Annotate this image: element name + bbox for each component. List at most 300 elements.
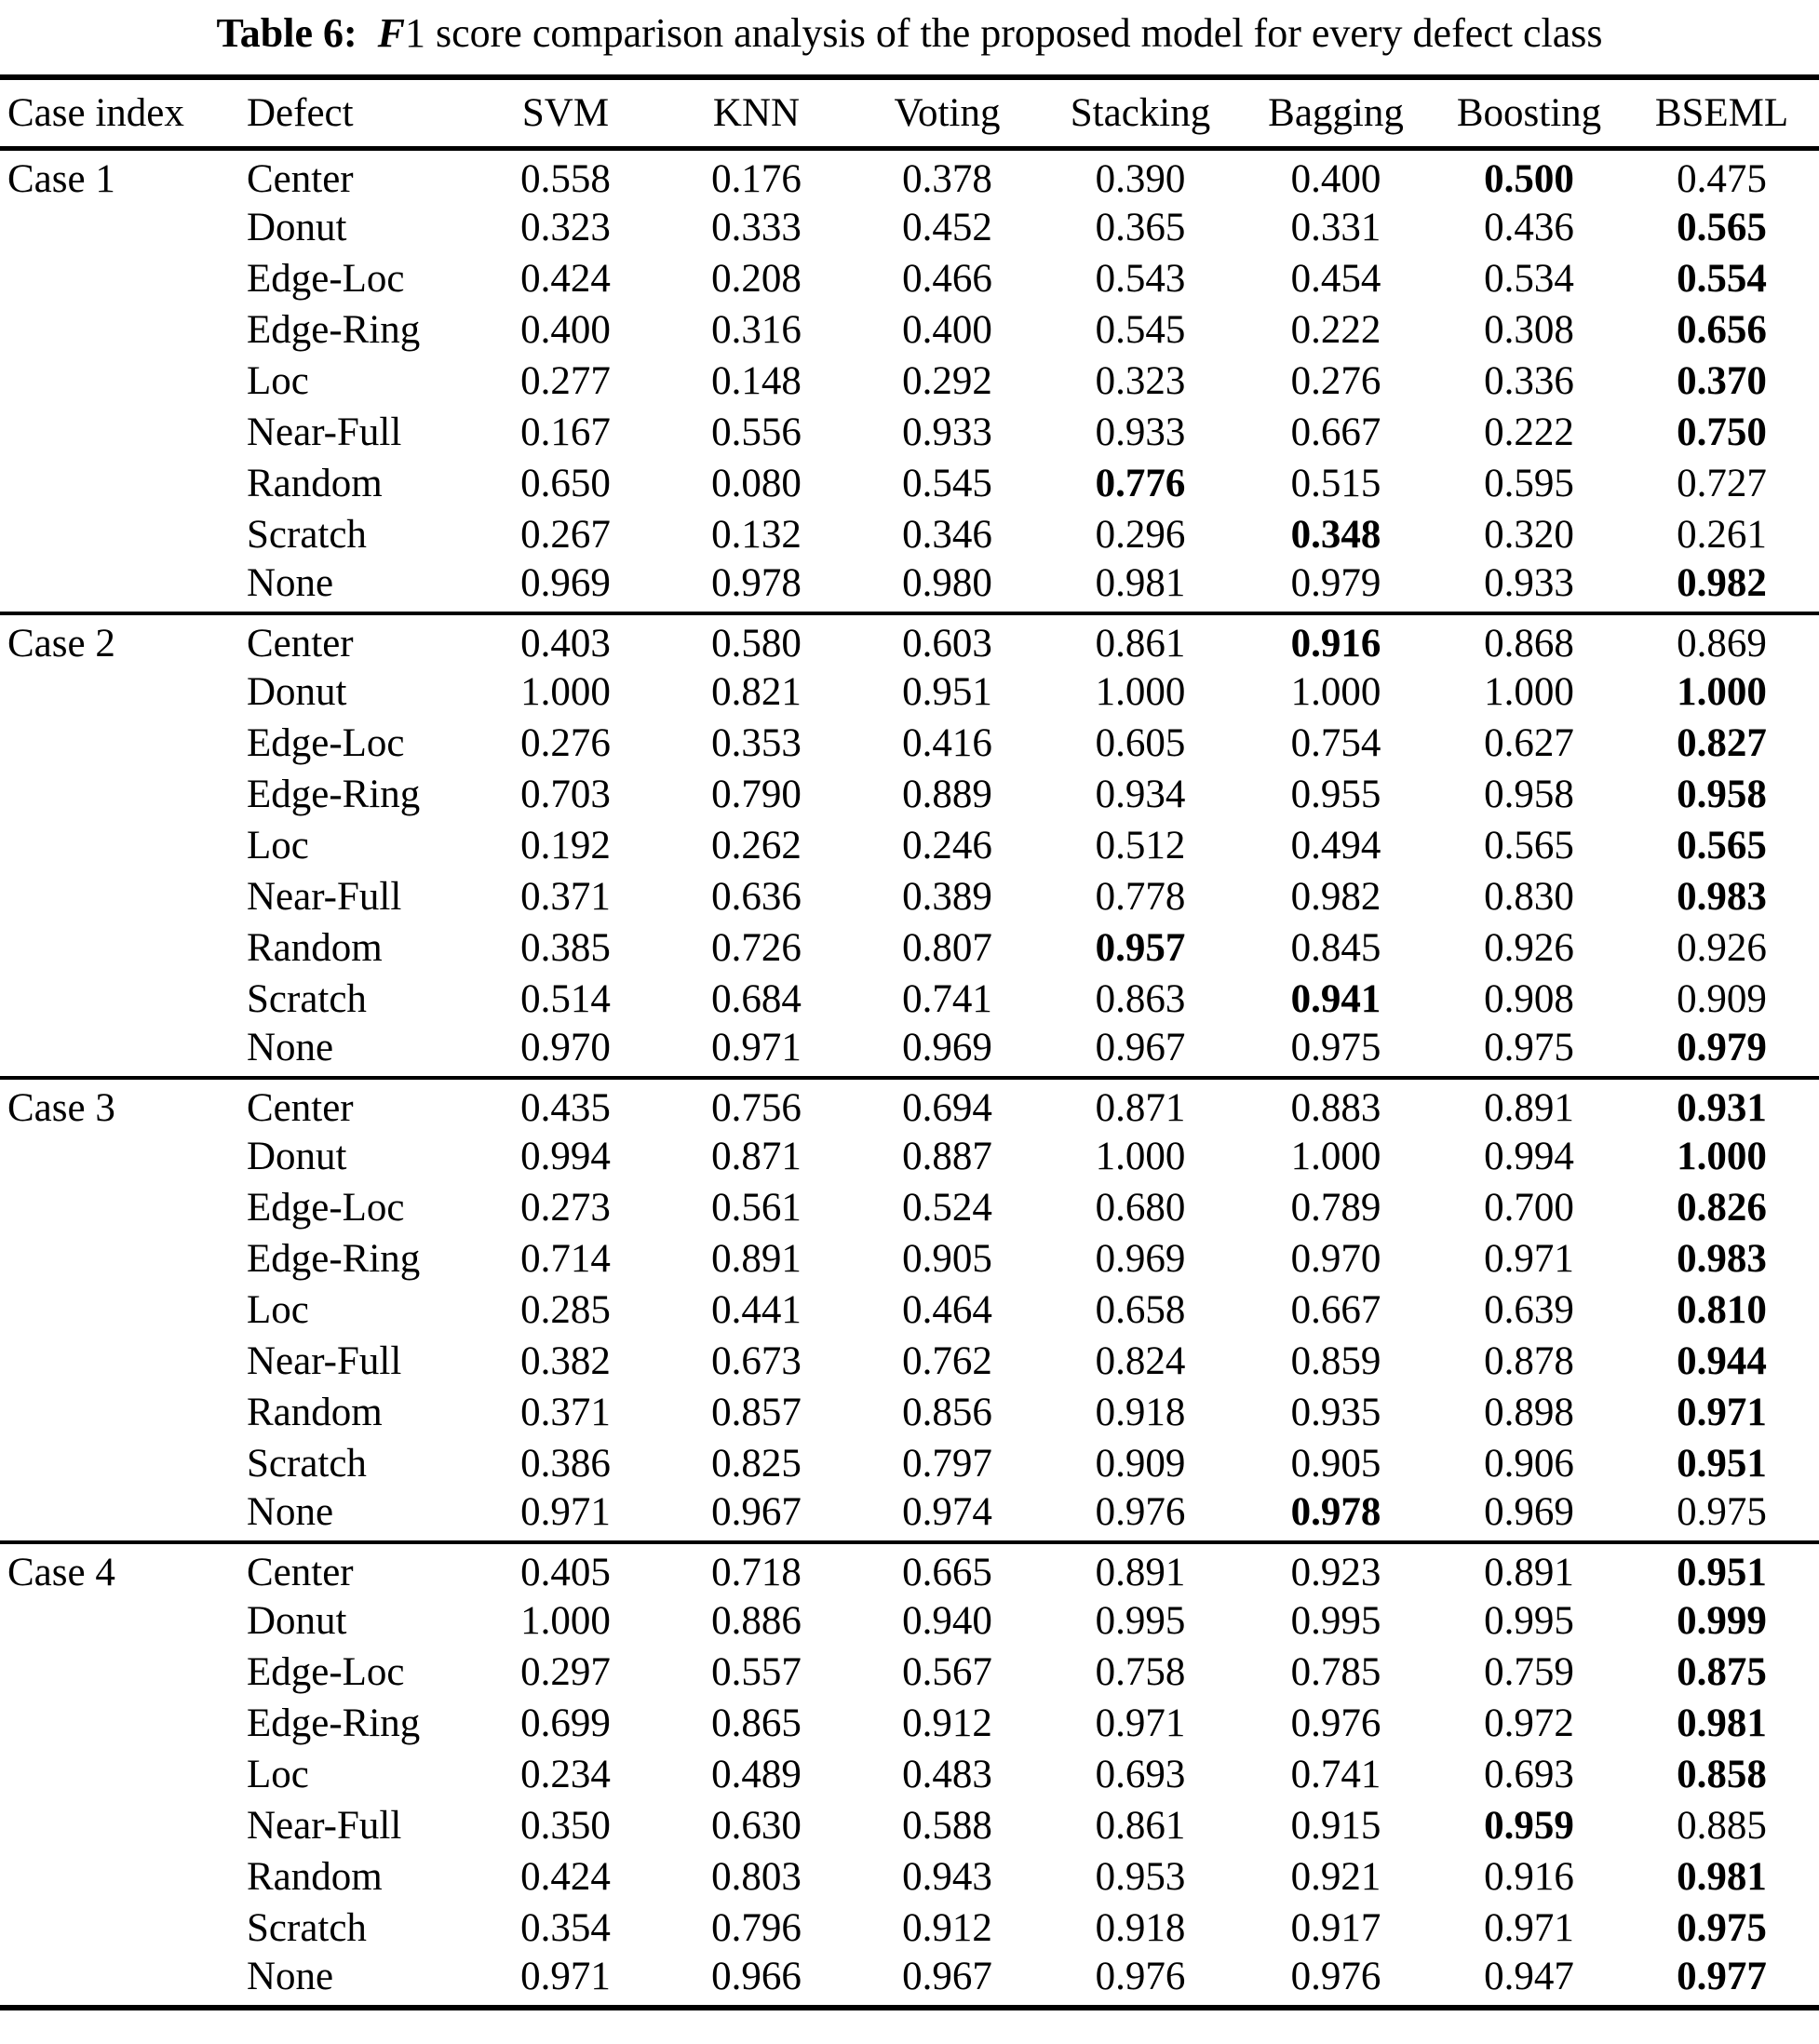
score-cell-best: 0.554 bbox=[1677, 256, 1767, 301]
score-cell-best: 0.982 bbox=[1677, 560, 1767, 605]
f1-metric-letter: F bbox=[377, 10, 405, 56]
score-cell: 0.969 bbox=[1484, 1489, 1574, 1534]
score-cell: 0.758 bbox=[1095, 1649, 1186, 1694]
score-cell: 0.975 bbox=[1677, 1489, 1767, 1534]
score-cell: 0.861 bbox=[1095, 1803, 1186, 1848]
score-cell: 0.323 bbox=[1095, 358, 1186, 403]
score-cell: 0.580 bbox=[711, 621, 802, 666]
score-cell: 0.995 bbox=[1095, 1598, 1186, 1643]
table-row bbox=[0, 1595, 1819, 1647]
score-cell: 0.639 bbox=[1484, 1287, 1574, 1332]
column-header-bagging: Bagging bbox=[1238, 77, 1434, 148]
defect-cell: Edge-Loc bbox=[247, 1649, 405, 1694]
score-cell: 0.603 bbox=[902, 621, 992, 666]
score-cell: 0.192 bbox=[520, 823, 611, 867]
case-index-cell bbox=[0, 1698, 247, 1749]
score-cell: 0.979 bbox=[1290, 560, 1381, 605]
score-cell-best: 0.931 bbox=[1677, 1085, 1767, 1130]
score-cell-best: 1.000 bbox=[1677, 1134, 1767, 1178]
column-header-knn: KNN bbox=[661, 77, 852, 148]
score-cell: 0.915 bbox=[1290, 1803, 1381, 1848]
table-row bbox=[0, 356, 1819, 407]
score-cell-best: 0.916 bbox=[1290, 621, 1381, 666]
score-cell: 0.400 bbox=[1290, 156, 1381, 201]
score-cell: 0.878 bbox=[1484, 1338, 1574, 1383]
score-cell: 0.908 bbox=[1484, 976, 1574, 1021]
score-cell-best: 0.348 bbox=[1290, 512, 1381, 557]
table-row bbox=[0, 1387, 1819, 1438]
score-cell: 0.694 bbox=[902, 1085, 992, 1130]
score-cell: 0.883 bbox=[1290, 1085, 1381, 1130]
score-cell: 0.346 bbox=[902, 512, 992, 557]
score-cell: 0.994 bbox=[520, 1134, 611, 1178]
score-cell: 0.762 bbox=[902, 1338, 992, 1383]
case-index-cell bbox=[0, 458, 247, 509]
defect-cell: Near-Full bbox=[247, 1338, 402, 1383]
defect-cell: Edge-Loc bbox=[247, 256, 405, 301]
defect-cell: Loc bbox=[247, 823, 309, 867]
table-row bbox=[0, 148, 1819, 202]
table-row bbox=[0, 1182, 1819, 1233]
score-cell-best: 0.957 bbox=[1095, 925, 1186, 970]
score-cell: 0.405 bbox=[520, 1550, 611, 1594]
score-cell: 0.234 bbox=[520, 1752, 611, 1796]
score-cell: 1.000 bbox=[520, 1598, 611, 1643]
score-cell-best: 0.810 bbox=[1677, 1287, 1767, 1332]
case-index-cell bbox=[0, 974, 247, 1025]
score-cell: 0.320 bbox=[1484, 512, 1574, 557]
score-cell: 0.176 bbox=[711, 156, 802, 201]
score-cell: 0.981 bbox=[1095, 560, 1186, 605]
score-cell: 0.970 bbox=[520, 1025, 611, 1069]
case-index-cell bbox=[0, 769, 247, 820]
score-cell: 0.703 bbox=[520, 772, 611, 816]
score-cell: 0.871 bbox=[711, 1134, 802, 1178]
score-cell: 0.424 bbox=[520, 1854, 611, 1899]
score-cell: 0.545 bbox=[902, 461, 992, 505]
score-cell: 0.969 bbox=[520, 560, 611, 605]
score-cell: 0.336 bbox=[1484, 358, 1574, 403]
score-cell: 0.947 bbox=[1484, 1954, 1574, 1998]
score-cell: 0.857 bbox=[711, 1390, 802, 1434]
case-index-cell: Case 3 bbox=[7, 1085, 115, 1130]
score-cell: 0.916 bbox=[1484, 1854, 1574, 1899]
case-index-cell bbox=[0, 871, 247, 922]
score-cell: 0.889 bbox=[902, 772, 992, 816]
score-cell: 0.886 bbox=[711, 1598, 802, 1643]
score-cell: 0.658 bbox=[1095, 1287, 1186, 1332]
score-cell: 0.891 bbox=[1484, 1550, 1574, 1594]
case-block-case-2 bbox=[0, 613, 1819, 1078]
score-cell: 0.982 bbox=[1290, 874, 1381, 919]
score-cell: 0.995 bbox=[1290, 1598, 1381, 1643]
score-cell: 0.933 bbox=[1095, 410, 1186, 454]
case-index-cell bbox=[0, 202, 247, 253]
case-index-cell bbox=[0, 666, 247, 718]
score-cell: 0.951 bbox=[902, 669, 992, 714]
score-cell-best: 0.971 bbox=[1677, 1390, 1767, 1434]
score-cell: 0.741 bbox=[1290, 1752, 1381, 1796]
defect-cell: None bbox=[247, 1954, 334, 1998]
score-cell: 0.489 bbox=[711, 1752, 802, 1796]
score-cell: 0.650 bbox=[520, 461, 611, 505]
table-row bbox=[0, 1078, 1819, 1131]
case-index-cell bbox=[0, 1647, 247, 1698]
score-cell: 0.923 bbox=[1290, 1550, 1381, 1594]
score-cell: 0.906 bbox=[1484, 1441, 1574, 1486]
score-cell: 0.943 bbox=[902, 1854, 992, 1899]
score-cell-best: 0.565 bbox=[1677, 205, 1767, 249]
score-cell: 0.718 bbox=[711, 1550, 802, 1594]
score-cell: 0.978 bbox=[711, 560, 802, 605]
score-cell-best: 0.951 bbox=[1677, 1550, 1767, 1594]
defect-cell: Center bbox=[247, 156, 354, 201]
score-cell: 0.905 bbox=[1290, 1441, 1381, 1486]
case-index-cell bbox=[0, 1749, 247, 1800]
score-cell: 0.636 bbox=[711, 874, 802, 919]
score-cell: 0.454 bbox=[1290, 256, 1381, 301]
score-cell: 0.726 bbox=[711, 925, 802, 970]
score-cell: 0.790 bbox=[711, 772, 802, 816]
score-cell-best: 1.000 bbox=[1677, 669, 1767, 714]
score-cell: 0.971 bbox=[1484, 1236, 1574, 1281]
score-cell: 0.969 bbox=[902, 1025, 992, 1069]
score-cell: 0.595 bbox=[1484, 461, 1574, 505]
defect-cell: None bbox=[247, 1025, 334, 1069]
defect-cell: Scratch bbox=[247, 512, 367, 557]
table-caption-text: score comparison analysis of the proposed model for every defect class bbox=[424, 10, 1603, 56]
score-cell: 0.354 bbox=[520, 1905, 611, 1950]
defect-cell: Edge-Loc bbox=[247, 720, 405, 765]
score-cell: 0.975 bbox=[1484, 1025, 1574, 1069]
score-cell: 0.975 bbox=[1290, 1025, 1381, 1069]
defect-cell: Edge-Ring bbox=[247, 1236, 421, 1281]
case-block-case-4 bbox=[0, 1542, 1819, 2008]
score-cell-best: 0.875 bbox=[1677, 1649, 1767, 1694]
score-cell: 0.741 bbox=[902, 976, 992, 1021]
table-row bbox=[0, 718, 1819, 769]
defect-cell: Scratch bbox=[247, 1905, 367, 1950]
case-index-cell bbox=[0, 1336, 247, 1387]
score-cell: 0.308 bbox=[1484, 307, 1574, 352]
score-cell: 0.859 bbox=[1290, 1338, 1381, 1383]
score-cell: 0.416 bbox=[902, 720, 992, 765]
score-cell: 0.891 bbox=[1484, 1085, 1574, 1130]
table-row bbox=[0, 613, 1819, 666]
score-cell: 0.667 bbox=[1290, 410, 1381, 454]
table-row bbox=[0, 871, 1819, 922]
score-cell: 0.371 bbox=[520, 874, 611, 919]
score-cell: 0.856 bbox=[902, 1390, 992, 1434]
score-cell-best: 0.565 bbox=[1677, 823, 1767, 867]
score-cell: 0.424 bbox=[520, 256, 611, 301]
case-index-cell: Case 2 bbox=[7, 621, 115, 666]
defect-cell: Random bbox=[247, 925, 383, 970]
score-cell: 0.803 bbox=[711, 1854, 802, 1899]
score-cell: 0.436 bbox=[1484, 205, 1574, 249]
defect-cell: Donut bbox=[247, 1134, 347, 1178]
score-cell: 0.974 bbox=[902, 1489, 992, 1534]
defect-cell: Edge-Ring bbox=[247, 307, 421, 352]
score-cell: 0.353 bbox=[711, 720, 802, 765]
score-cell: 0.934 bbox=[1095, 772, 1186, 816]
table-row bbox=[0, 1336, 1819, 1387]
case-index-cell bbox=[0, 407, 247, 458]
score-cell: 0.955 bbox=[1290, 772, 1381, 816]
score-cell: 0.699 bbox=[520, 1701, 611, 1745]
defect-cell: Donut bbox=[247, 669, 347, 714]
score-cell: 0.267 bbox=[520, 512, 611, 557]
case-index-cell bbox=[0, 560, 247, 613]
score-cell: 0.565 bbox=[1484, 823, 1574, 867]
case-index-cell bbox=[0, 1025, 247, 1078]
score-cell: 0.933 bbox=[902, 410, 992, 454]
table-row bbox=[0, 1542, 1819, 1595]
score-cell: 0.441 bbox=[711, 1287, 802, 1332]
score-cell: 0.605 bbox=[1095, 720, 1186, 765]
score-cell: 1.000 bbox=[1095, 1134, 1186, 1178]
column-header-voting: Voting bbox=[852, 77, 1043, 148]
score-cell: 0.995 bbox=[1484, 1598, 1574, 1643]
score-cell: 0.466 bbox=[902, 256, 992, 301]
score-cell-best: 0.959 bbox=[1484, 1803, 1574, 1848]
score-cell: 0.276 bbox=[1290, 358, 1381, 403]
score-cell-best: 0.500 bbox=[1484, 156, 1574, 201]
score-cell: 0.972 bbox=[1484, 1701, 1574, 1745]
score-cell: 0.912 bbox=[902, 1701, 992, 1745]
score-cell: 0.871 bbox=[1095, 1085, 1186, 1130]
score-cell-best: 0.858 bbox=[1677, 1752, 1767, 1796]
case-block-case-1 bbox=[0, 148, 1819, 613]
score-cell: 0.887 bbox=[902, 1134, 992, 1178]
score-cell: 0.514 bbox=[520, 976, 611, 1021]
score-cell: 0.926 bbox=[1677, 925, 1767, 970]
score-cell: 0.909 bbox=[1677, 976, 1767, 1021]
defect-cell: None bbox=[247, 560, 334, 605]
defect-cell: Donut bbox=[247, 1598, 347, 1643]
score-cell-best: 0.981 bbox=[1677, 1701, 1767, 1745]
score-cell-best: 0.999 bbox=[1677, 1598, 1767, 1643]
score-cell: 0.475 bbox=[1677, 156, 1767, 201]
defect-cell: Near-Full bbox=[247, 874, 402, 919]
score-cell: 0.382 bbox=[520, 1338, 611, 1383]
case-index-cell bbox=[0, 1800, 247, 1851]
score-cell: 0.378 bbox=[902, 156, 992, 201]
score-cell: 0.273 bbox=[520, 1185, 611, 1230]
score-cell: 0.665 bbox=[902, 1550, 992, 1594]
score-cell: 0.830 bbox=[1484, 874, 1574, 919]
case-index-cell bbox=[0, 1233, 247, 1284]
score-cell: 0.971 bbox=[1095, 1701, 1186, 1745]
score-cell: 0.556 bbox=[711, 410, 802, 454]
table-row bbox=[0, 1489, 1819, 1542]
score-cell-best: 0.944 bbox=[1677, 1338, 1767, 1383]
f1-score-table bbox=[0, 74, 1819, 2010]
score-cell: 1.000 bbox=[520, 669, 611, 714]
score-cell-best: 0.776 bbox=[1095, 461, 1186, 505]
table-row bbox=[0, 1749, 1819, 1800]
score-cell: 0.976 bbox=[1095, 1489, 1186, 1534]
column-header-bseml: BSEML bbox=[1624, 77, 1819, 148]
score-cell: 0.865 bbox=[711, 1701, 802, 1745]
score-cell-best: 0.826 bbox=[1677, 1185, 1767, 1230]
score-cell: 0.778 bbox=[1095, 874, 1186, 919]
column-header-boosting: Boosting bbox=[1434, 77, 1624, 148]
score-cell: 0.561 bbox=[711, 1185, 802, 1230]
score-cell: 0.385 bbox=[520, 925, 611, 970]
case-index-cell bbox=[0, 304, 247, 356]
score-cell: 0.132 bbox=[711, 512, 802, 557]
score-cell: 1.000 bbox=[1290, 1134, 1381, 1178]
score-cell: 0.331 bbox=[1290, 205, 1381, 249]
defect-cell: Edge-Ring bbox=[247, 1701, 421, 1745]
score-cell: 0.967 bbox=[711, 1489, 802, 1534]
table-row bbox=[0, 407, 1819, 458]
score-cell: 0.971 bbox=[711, 1025, 802, 1069]
score-cell: 0.350 bbox=[520, 1803, 611, 1848]
table-caption bbox=[0, 0, 1819, 74]
score-cell: 0.868 bbox=[1484, 621, 1574, 666]
score-cell-best: 0.951 bbox=[1677, 1441, 1767, 1486]
score-cell: 0.323 bbox=[520, 205, 611, 249]
score-cell: 0.630 bbox=[711, 1803, 802, 1848]
score-cell: 0.167 bbox=[520, 410, 611, 454]
score-cell: 0.693 bbox=[1095, 1752, 1186, 1796]
table-row bbox=[0, 1438, 1819, 1489]
score-cell: 0.693 bbox=[1484, 1752, 1574, 1796]
score-cell-best: 0.983 bbox=[1677, 874, 1767, 919]
score-cell: 0.667 bbox=[1290, 1287, 1381, 1332]
score-cell: 0.464 bbox=[902, 1287, 992, 1332]
case-index-cell bbox=[0, 1387, 247, 1438]
score-cell: 0.966 bbox=[711, 1954, 802, 1998]
score-cell: 0.905 bbox=[902, 1236, 992, 1281]
score-cell: 0.898 bbox=[1484, 1390, 1574, 1434]
score-cell-best: 0.750 bbox=[1677, 410, 1767, 454]
table-row bbox=[0, 1698, 1819, 1749]
score-cell: 0.389 bbox=[902, 874, 992, 919]
table-row bbox=[0, 1903, 1819, 1954]
table-row bbox=[0, 253, 1819, 304]
table-row bbox=[0, 820, 1819, 871]
case-index-cell bbox=[0, 1438, 247, 1489]
score-cell: 0.534 bbox=[1484, 256, 1574, 301]
score-cell: 0.400 bbox=[520, 307, 611, 352]
score-cell: 0.627 bbox=[1484, 720, 1574, 765]
table-row bbox=[0, 769, 1819, 820]
table-row bbox=[0, 509, 1819, 560]
case-index-cell bbox=[0, 1284, 247, 1336]
score-cell-best: 0.979 bbox=[1677, 1025, 1767, 1069]
defect-cell: Random bbox=[247, 1390, 383, 1434]
case-index-cell bbox=[0, 1954, 247, 2008]
score-cell: 0.976 bbox=[1095, 1954, 1186, 1998]
score-cell: 0.953 bbox=[1095, 1854, 1186, 1899]
score-cell: 0.403 bbox=[520, 621, 611, 666]
table-row bbox=[0, 1851, 1819, 1903]
score-cell: 0.684 bbox=[711, 976, 802, 1021]
score-cell: 0.512 bbox=[1095, 823, 1186, 867]
case-index-cell bbox=[0, 922, 247, 974]
score-cell: 0.292 bbox=[902, 358, 992, 403]
case-index-cell bbox=[0, 820, 247, 871]
score-cell: 0.390 bbox=[1095, 156, 1186, 201]
score-cell: 0.994 bbox=[1484, 1134, 1574, 1178]
score-cell: 0.891 bbox=[711, 1236, 802, 1281]
score-cell: 0.967 bbox=[902, 1954, 992, 1998]
score-cell: 0.796 bbox=[711, 1905, 802, 1950]
table-row bbox=[0, 202, 1819, 253]
table-row bbox=[0, 1233, 1819, 1284]
defect-cell: Loc bbox=[247, 358, 309, 403]
score-cell: 0.759 bbox=[1484, 1649, 1574, 1694]
score-cell: 0.588 bbox=[902, 1803, 992, 1848]
score-cell: 0.971 bbox=[1484, 1905, 1574, 1950]
score-cell: 0.557 bbox=[711, 1649, 802, 1694]
score-cell: 0.285 bbox=[520, 1287, 611, 1332]
score-cell: 0.845 bbox=[1290, 925, 1381, 970]
defect-cell: Loc bbox=[247, 1287, 309, 1332]
score-cell-best: 0.977 bbox=[1677, 1954, 1767, 1998]
score-cell: 0.824 bbox=[1095, 1338, 1186, 1383]
score-cell: 0.861 bbox=[1095, 621, 1186, 666]
score-cell: 0.807 bbox=[902, 925, 992, 970]
score-cell: 0.940 bbox=[902, 1598, 992, 1643]
score-cell: 0.080 bbox=[711, 461, 802, 505]
score-cell: 0.912 bbox=[902, 1905, 992, 1950]
defect-cell: Center bbox=[247, 1550, 354, 1594]
table-header-row bbox=[0, 77, 1819, 148]
score-cell-best: 0.981 bbox=[1677, 1854, 1767, 1899]
score-cell: 0.700 bbox=[1484, 1185, 1574, 1230]
case-index-cell bbox=[0, 509, 247, 560]
defect-cell: Edge-Loc bbox=[247, 1185, 405, 1230]
case-index-cell bbox=[0, 1182, 247, 1233]
caption-spacer bbox=[357, 10, 378, 56]
score-cell: 0.918 bbox=[1095, 1905, 1186, 1950]
score-cell: 0.821 bbox=[711, 669, 802, 714]
score-cell: 0.917 bbox=[1290, 1905, 1381, 1950]
table-row bbox=[0, 304, 1819, 356]
defect-cell: Edge-Ring bbox=[247, 772, 421, 816]
score-cell: 0.958 bbox=[1484, 772, 1574, 816]
f1-metric-suffix: 1 bbox=[404, 10, 425, 56]
score-cell: 0.967 bbox=[1095, 1025, 1186, 1069]
score-cell: 0.494 bbox=[1290, 823, 1381, 867]
score-cell: 0.386 bbox=[520, 1441, 611, 1486]
score-cell: 0.296 bbox=[1095, 512, 1186, 557]
defect-cell: None bbox=[247, 1489, 334, 1534]
score-cell-best: 0.370 bbox=[1677, 358, 1767, 403]
score-cell: 0.891 bbox=[1095, 1550, 1186, 1594]
score-cell-best: 0.983 bbox=[1677, 1236, 1767, 1281]
column-header-stacking: Stacking bbox=[1043, 77, 1238, 148]
score-cell: 0.909 bbox=[1095, 1441, 1186, 1486]
score-cell: 0.567 bbox=[902, 1649, 992, 1694]
score-cell-best: 0.975 bbox=[1677, 1905, 1767, 1950]
defect-cell: Random bbox=[247, 461, 383, 505]
score-cell: 0.933 bbox=[1484, 560, 1574, 605]
score-cell: 0.673 bbox=[711, 1338, 802, 1383]
table-row bbox=[0, 1954, 1819, 2008]
score-cell-best: 0.978 bbox=[1290, 1489, 1381, 1534]
score-cell: 0.365 bbox=[1095, 205, 1186, 249]
table-row bbox=[0, 666, 1819, 718]
case-index-cell bbox=[0, 1489, 247, 1542]
defect-cell: Near-Full bbox=[247, 1803, 402, 1848]
score-cell: 0.926 bbox=[1484, 925, 1574, 970]
score-cell: 0.727 bbox=[1677, 461, 1767, 505]
